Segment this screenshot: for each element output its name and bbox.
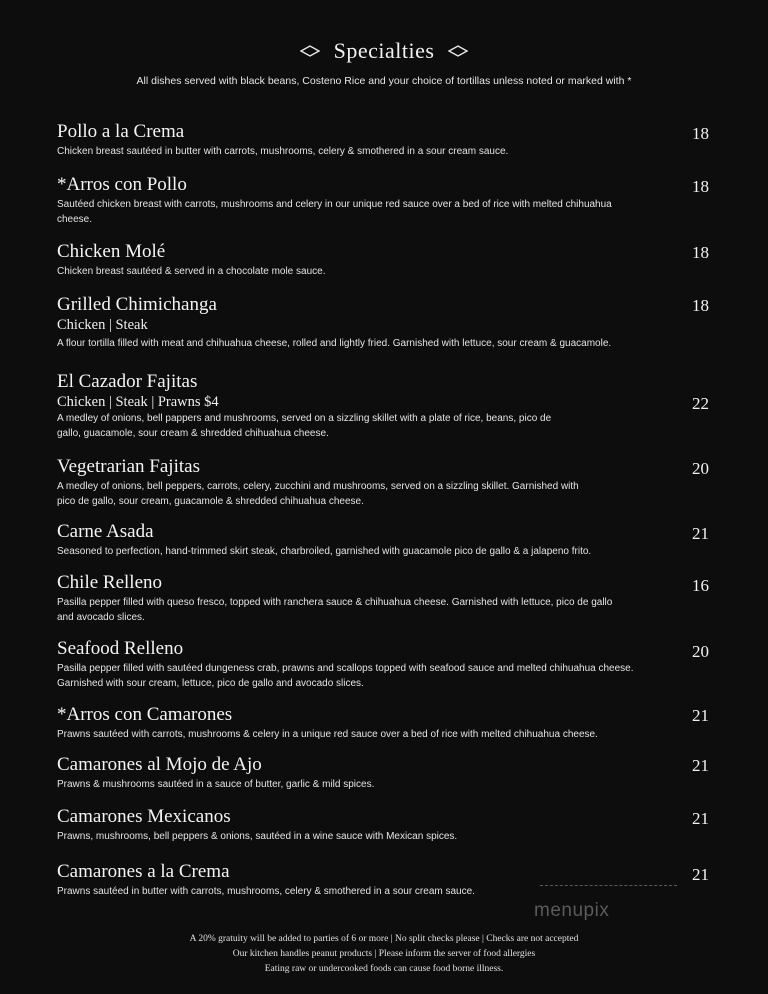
item-name: *Arros con Pollo <box>57 174 187 195</box>
item-description: A medley of onions, bell pappers and mushrooms, served on a sizzling skillet with a plate of rice, beans, pico de gallo, guacamole, sour cream & shredded chihuahua cheese. <box>57 413 552 439</box>
item-description: A flour tortilla filled with meat and chihuahua cheese, rolled and lightly fried. Garnished with lettuce, sour cream & guacamole. <box>57 338 612 349</box>
item-price: 18 <box>692 296 709 315</box>
item-description: Seasoned to perfection, hand-trimmed skirt steak, charbroiled, garnished with guacamole pico de gallo & a jalapeno frito. <box>57 546 592 557</box>
menu-header <box>0 38 768 87</box>
footer-line-warning: Eating raw or undercooked foods can cause food borne illness. <box>264 964 504 974</box>
footer-line-allergies: Our kitchen handles peanut products | Please inform the server of food allergies <box>232 949 536 959</box>
menu-item <box>57 293 677 351</box>
item-description: Sautéed chicken breast with carrots, mushrooms and celery in our unique red sauce over a bed of rice with melted chihuahua cheese. <box>57 199 612 225</box>
menu-item <box>57 860 677 899</box>
diamond-right-icon <box>448 45 468 57</box>
menu-item <box>57 240 677 279</box>
menu-item <box>57 120 677 159</box>
item-options: Chicken | Steak | Prawns $4 <box>57 394 219 410</box>
item-name: Pollo a la Crema <box>57 121 185 142</box>
item-name: Carne Asada <box>57 521 154 542</box>
item-description: A medley of onions, bell peppers, carrots, celery, zucchini and mushrooms, served on a sizzling skillet. Garnished with pico de gallo, sour cream, guacamole & shredded chihuahua cheese. <box>57 481 579 507</box>
item-options: Chicken | Steak <box>57 317 148 333</box>
item-name: Chile Relleno <box>57 572 163 593</box>
item-name: Camarones a la Crema <box>57 861 230 882</box>
menu-item <box>57 805 677 844</box>
title-row <box>0 38 768 64</box>
item-price: 21 <box>692 865 709 884</box>
menu-item <box>57 637 637 691</box>
watermark-rule <box>540 885 677 886</box>
menu-footer <box>0 932 768 977</box>
menu-item <box>57 455 597 509</box>
item-description: Prawns, mushrooms, bell peppers & onions, sautéed in a wine sauce with Mexican spices. <box>57 831 458 842</box>
item-description: Prawns & mushrooms sautéed in a sauce of butter, garlic & mild spices. <box>57 779 375 790</box>
item-price: 21 <box>692 524 709 543</box>
item-name: Camarones Mexicanos <box>57 806 231 827</box>
item-price: 20 <box>692 459 709 478</box>
page-subtitle: All dishes served with black beans, Costeno Rice and your choice of tortillas unless noted or marked with * <box>136 75 632 87</box>
menu-item <box>57 571 617 625</box>
item-price: 21 <box>692 756 709 775</box>
item-name: Camarones al Mojo de Ajo <box>57 754 262 775</box>
menu-item <box>57 753 677 792</box>
item-name: Seafood Relleno <box>57 638 184 659</box>
menu-item <box>57 173 647 227</box>
item-name: Grilled Chimichanga <box>57 294 217 315</box>
item-price: 21 <box>692 706 709 725</box>
diamond-left-icon <box>300 45 320 57</box>
item-price: 21 <box>692 809 709 828</box>
page-title: Specialties <box>333 38 435 63</box>
menu-item <box>57 520 677 559</box>
item-price: 20 <box>692 642 709 661</box>
footer-line-gratuity: A 20% gratuity will be added to parties of 6 or more | No split checks please | Checks are not accepted <box>189 934 579 944</box>
menu-item <box>57 370 577 441</box>
item-name: Vegetrarian Fajitas <box>57 456 200 477</box>
item-description: Pasilla pepper filled with sautéed dungeness crab, prawns and scallops topped with seafood sauce and melted chihuahua cheese. Garnished with sour cream, lettuce, pico de gallo and avocado slices. <box>57 663 634 689</box>
watermark-logo: menupix <box>534 900 610 921</box>
item-price: 16 <box>692 576 709 595</box>
menu-item <box>57 703 677 742</box>
item-description: Pasilla pepper filled with queso fresco, topped with ranchera sauce & chihuahua cheese. Garnished with lettuce, pico de gallo and avocado slices. <box>57 597 613 623</box>
item-description: Chicken breast sautéed & served in a chocolate mole sauce. <box>57 266 326 277</box>
item-name: El Cazador Fajitas <box>57 371 198 392</box>
item-price: 22 <box>692 394 709 413</box>
item-price: 18 <box>692 177 709 196</box>
item-name: Chicken Molé <box>57 241 166 262</box>
item-price: 18 <box>692 243 709 262</box>
item-description: Prawns sautéed in butter with carrots, mushrooms, celery & smothered in a sour cream sauce. <box>57 886 475 897</box>
item-description: Chicken breast sautéed in butter with carrots, mushrooms, celery & smothered in a sour cream sauce. <box>57 146 509 157</box>
item-price: 18 <box>692 124 709 143</box>
item-name: *Arros con Camarones <box>57 704 233 725</box>
item-description: Prawns sautéed with carrots, mushrooms & celery in a unique red sauce over a bed of rice with melted chihuahua cheese. <box>57 729 598 740</box>
